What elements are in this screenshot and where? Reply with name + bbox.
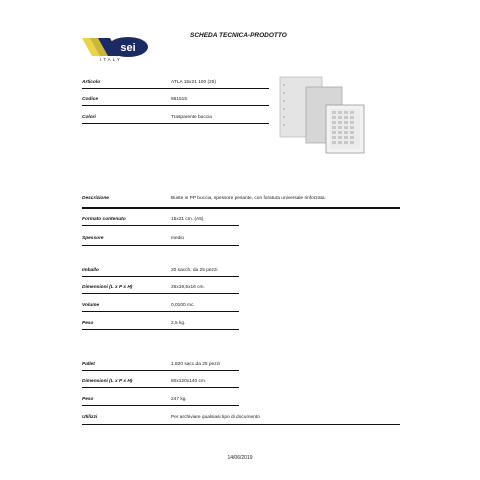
value-volume: 0,0100 mc. [171, 303, 195, 308]
label-peso-pallet: Peso [82, 397, 94, 402]
value-formato: 15x21 cm. (A5) [171, 217, 204, 222]
label-spessore: Spessore [82, 236, 104, 241]
brand-logo [80, 28, 150, 68]
divider [82, 105, 269, 106]
value-articolo: ATLA 15x21 100 (25) [171, 80, 216, 85]
divider [82, 225, 239, 226]
product-photo [278, 75, 368, 155]
divider [82, 207, 400, 209]
logo-text: sei [120, 42, 136, 54]
logo-subtitle: ITALY [100, 57, 122, 62]
value-colori: Trasparente buccia [171, 115, 212, 120]
divider [82, 123, 269, 124]
divider [82, 88, 269, 89]
divider [82, 329, 239, 330]
value-peso-imballo: 2,5 kg. [171, 321, 186, 326]
label-dimensioni-pallet: Dimensioni (L x P x H) [82, 379, 133, 384]
divider [82, 245, 239, 246]
divider [82, 424, 400, 425]
label-pallet: Pallet [82, 362, 95, 367]
value-dimensioni-imballo: 26x19,5x16 cm. [171, 285, 205, 290]
divider [82, 293, 239, 294]
value-pallet: 1.820 sacc.da 25 pezzi [171, 362, 221, 367]
divider [82, 387, 239, 388]
front-label-grid [330, 109, 360, 149]
label-imballo: Imballo [82, 268, 99, 273]
label-dimensioni-imballo: Dimensioni (L x P x H) [82, 285, 133, 290]
value-peso-pallet: 247 kg. [171, 397, 187, 402]
value-imballo: 20 sacch. da 25 pezzi [171, 268, 218, 273]
label-codice: Codice [82, 97, 98, 102]
value-dimensioni-pallet: 80x120x140 cm. [171, 379, 207, 384]
divider [82, 311, 239, 312]
value-spessore: medio [171, 236, 185, 241]
divider [82, 370, 239, 371]
footer-date: 14/06/2019 [227, 455, 253, 461]
label-peso-imballo: Peso [82, 321, 94, 326]
value-descrizione: Buste in PP buccia, spessore pesante, con foratura universale rinforzata. [171, 196, 326, 201]
value-utilizzi: Per archiviare qualsiasi tipo di documento [171, 415, 260, 420]
divider [82, 405, 239, 406]
label-formato: Formato contenuto [82, 217, 126, 222]
label-colori: Colori [82, 115, 96, 120]
document-title: SCHEDA TECNICA-PRODOTTO [190, 32, 287, 39]
label-articolo: Articolo [82, 80, 101, 85]
label-volume: Volume [82, 303, 100, 308]
divider [82, 276, 239, 277]
label-utilizzi: Utilizzi [82, 415, 98, 420]
value-codice: 661515 [171, 97, 188, 102]
label-descrizione: Descrizione [82, 196, 109, 201]
